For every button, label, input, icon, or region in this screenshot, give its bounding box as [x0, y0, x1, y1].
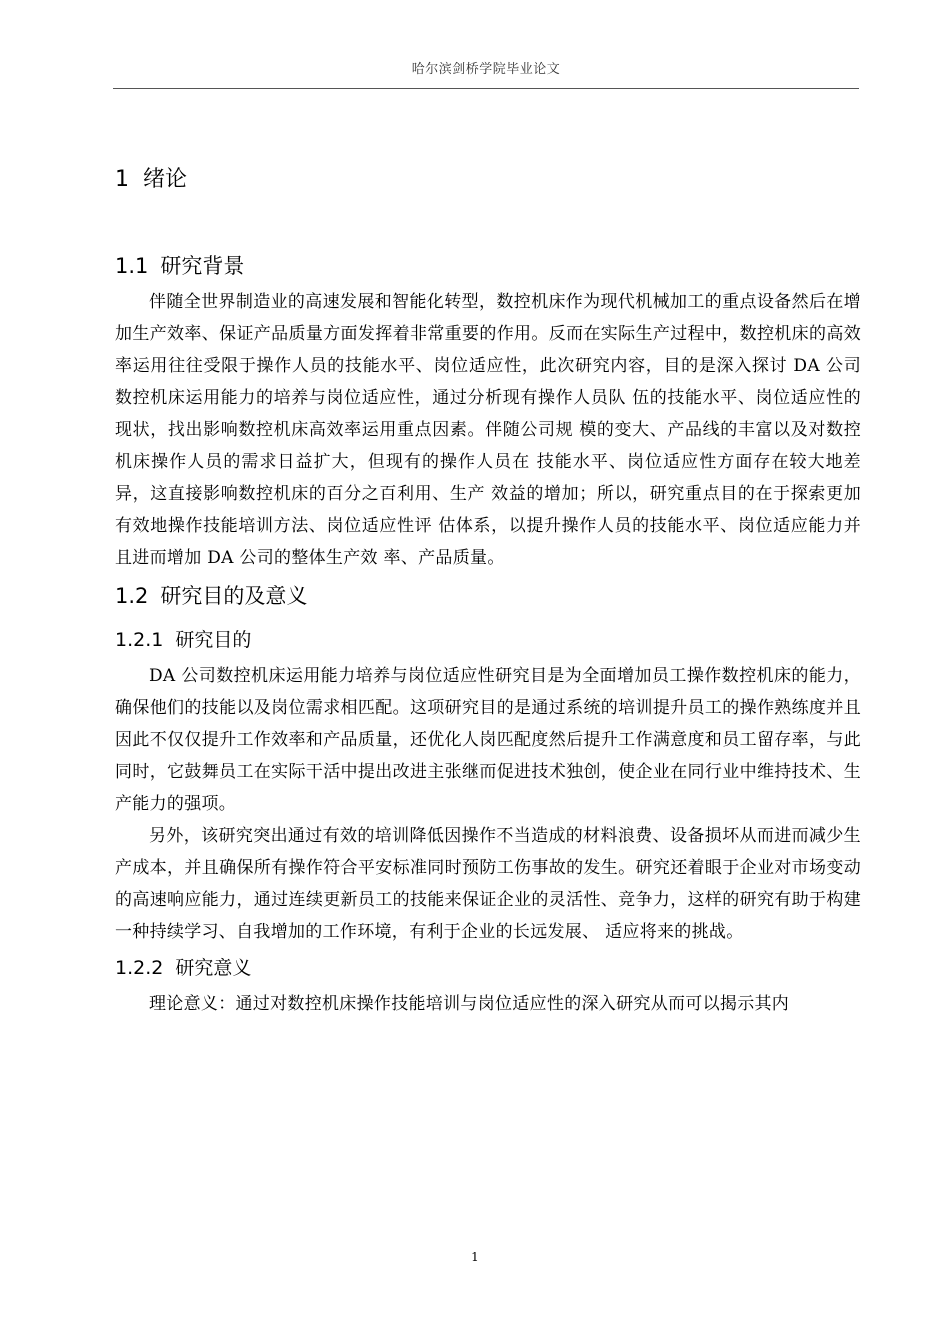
- chapter-title: [115, 160, 861, 200]
- page-number: 1: [471, 1250, 479, 1264]
- chapter-number: 1: [115, 167, 129, 192]
- section-heading-purpose-significance: [115, 576, 861, 616]
- paragraph-purpose-2: 另外，该研究突出通过有效的培训降低因操作不当造成的材料浪费、设备损坏从而进而减少生产成本，并且确保所有操作符合平安标准同时预防工伤事故的发生。研究还着眼于企业对市场变动的高速响应能力，通过连续更新员工的技能来保证企业的灵活性、竞争力，这样的研究有助于构建一种持续学习、自我增加的工作环境，有利于企业的长远发展、 适应将来的挑战。: [115, 826, 861, 942]
- subsection-title: 研究目的: [175, 629, 252, 651]
- subsection-number: 1.2.1: [115, 629, 164, 651]
- subsection-title: 研究意义: [175, 957, 252, 979]
- paragraph-significance: 理论意义：通过对数控机床操作技能培训与岗位适应性的深入研究从而可以揭示其内: [149, 994, 790, 1014]
- paragraph-background: 伴随全世界制造业的高速发展和智能化转型，数控机床作为现代机械加工的重点设备然后在增加生产效率、保证产品质量方面发挥着非常重要的作用。反而在实际生产过程中，数控机床的高效率运用往往受限于操作人员的技能水平、岗位适应性，此次研究内容，目的是深入探讨 DA 公司数控机床运用能力的培养与岗位适应性，通过分析现有操作人员队 伍的技能水平、岗位适应性的现状，找出影响数控机床高效率运用重点因素。伴随公司规 模的变大、产品线的丰富以及对数控机床操作人员的需求日益扩大，但现有的操作人员在 技能水平、岗位适应性方面存在较大地差异，这直接影响数控机床的百分之百利用、生产 效益的增加；所以，研究重点目的在于探索更加有效地操作技能培训方法、岗位适应性评 估体系，以提升操作人员的技能水平、岗位适应能力并且进而增加 DA 公司的整体生产效 率、产品质量。: [115, 292, 861, 568]
- page-body: [115, 160, 861, 1020]
- section-number: 1.2: [115, 584, 149, 608]
- paragraph-purpose-1: DA 公司数控机床运用能力培养与岗位适应性研究目是为全面增加员工操作数控机床的能力，确保他们的技能以及岗位需求相匹配。这项研究目的是通过系统的培训提升员工的操作熟练度并且因此不仅仅提升工作效率和产品质量，还优化人岗匹配度然后提升工作满意度和员工留存率，与此同时，它鼓舞员工在实际干活中提出改进主张继而促进技术独创，使企业在同行业中维持技术、生产能力的强项。: [115, 666, 861, 814]
- subsection-number: 1.2.2: [115, 957, 164, 979]
- section-number: 1.1: [115, 254, 149, 278]
- section-heading-background: [115, 246, 861, 286]
- section-title: 研究背景: [160, 254, 245, 278]
- chapter-title-text: 绪论: [143, 167, 188, 192]
- header-divider: [113, 88, 859, 89]
- subsection-heading-purpose: [115, 620, 861, 660]
- section-title: 研究目的及意义: [160, 584, 308, 608]
- subsection-heading-significance: [115, 948, 861, 988]
- running-header: 哈尔滨剑桥学院毕业论文: [411, 62, 561, 77]
